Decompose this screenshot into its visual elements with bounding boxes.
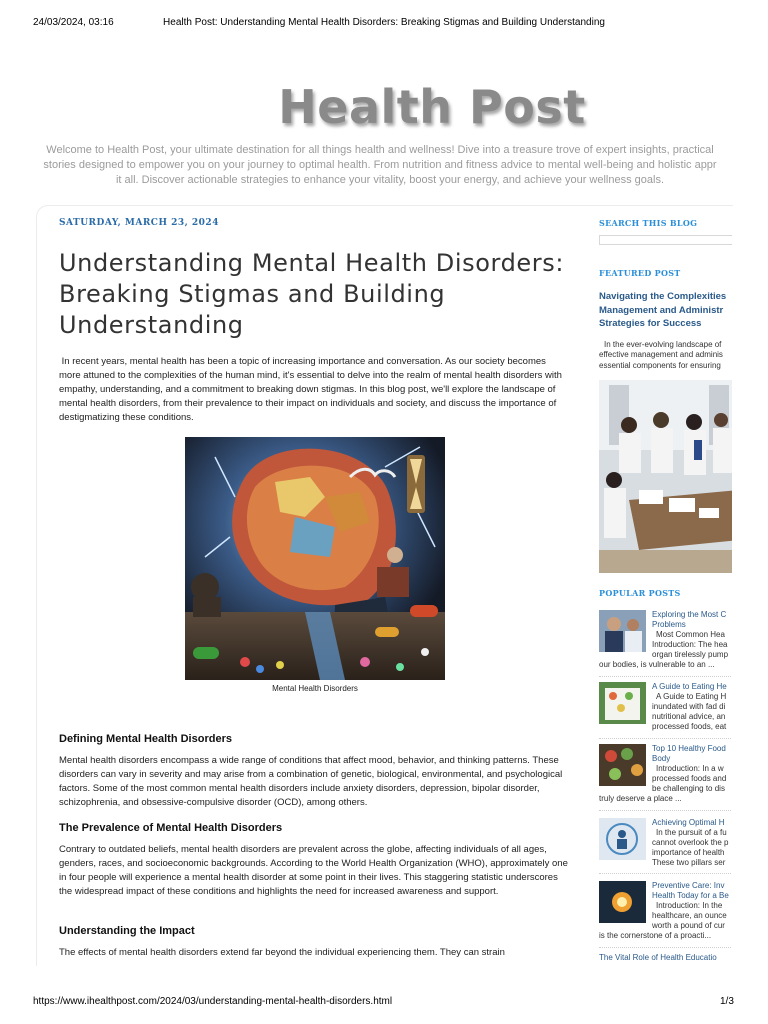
- popular-divider: [599, 873, 732, 874]
- popular-post-title[interactable]: [652, 881, 729, 901]
- popular-post-title[interactable]: [599, 953, 717, 963]
- post-title[interactable]: Understanding Mental Health Disorders: Breaking Stigmas and Building Understanding: [59, 249, 565, 339]
- popular-divider: [599, 676, 732, 677]
- popular-snippet-line: processed foods and: [652, 774, 727, 783]
- print-header: [0, 0, 768, 40]
- popular-title-line[interactable]: Preventive Care: Inv: [652, 881, 725, 890]
- popular-snippet-line: A Guide to Eating H: [656, 692, 727, 701]
- popular-post[interactable]: [599, 610, 732, 668]
- popular-snippet-line: Introduction: In a w: [656, 764, 724, 773]
- popular-post[interactable]: [599, 881, 732, 939]
- popular-post-thumbnail[interactable]: [599, 682, 646, 724]
- popular-heading: POPULAR POSTS: [599, 588, 681, 598]
- popular-snippet-line: truly deserve a place ...: [599, 794, 682, 803]
- popular-post-thumbnail[interactable]: [599, 881, 646, 923]
- popular-title-line[interactable]: Top 10 Healthy Food: [652, 744, 726, 753]
- section-body: Contrary to outdated beliefs, mental health disorders are prevalent across the globe, affecting individuals of all ages, genders, races, and socioeconomic backgrounds. According to the World Health Organization (WHO), approximately one in four people will experience a mental health disorder at some point in their lives. This staggering statistic underscores the widespread impact of these conditions and highlights the need for increased awareness and support.: [59, 844, 568, 897]
- popular-post-thumbnail[interactable]: [599, 744, 646, 786]
- popular-snippet-line: our bodies, is vulnerable to an ...: [599, 660, 715, 669]
- popular-snippet-line: These two pillars ser: [652, 858, 726, 867]
- post-intro: [59, 355, 569, 425]
- page-number: 1/3: [720, 996, 734, 1007]
- site-description-line: it all. Discover actionable strategies to enhance your vitality, boost your energy, and achieve your wellness goals.: [115, 174, 665, 186]
- popular-snippet-line: nutritional advice, an: [652, 712, 726, 721]
- popular-snippet-line: be challenging to dis: [652, 784, 725, 793]
- popular-title-line[interactable]: Body: [652, 754, 671, 763]
- section-heading: Understanding the Impact: [59, 925, 195, 937]
- featured-post-image[interactable]: [599, 380, 732, 573]
- popular-snippet-line: importance of health: [652, 848, 725, 857]
- featured-snippet-line: essential components for ensuring: [599, 360, 721, 370]
- popular-title-line[interactable]: Achieving Optimal H: [652, 818, 725, 827]
- image-caption: Mental Health Disorders: [272, 684, 358, 693]
- popular-divider: [599, 738, 732, 739]
- search-heading: SEARCH THIS BLOG: [599, 218, 698, 228]
- popular-post[interactable]: [599, 818, 732, 876]
- popular-post-title[interactable]: [652, 818, 724, 828]
- popular-snippet-line: Introduction: In the: [656, 901, 723, 910]
- site-title[interactable]: Health Post: [278, 80, 586, 134]
- post-figure: [185, 437, 445, 693]
- popular-snippet-line: Most Common Hea: [656, 630, 725, 639]
- popular-title-line[interactable]: The Vital Role of Health Educatio: [599, 953, 717, 962]
- popular-snippet-line: cannot overlook the p: [652, 838, 729, 847]
- site-description: [30, 143, 730, 188]
- featured-snippet: [599, 340, 732, 372]
- popular-post-thumbnail[interactable]: [599, 610, 646, 652]
- featured-title-line[interactable]: Strategies for Success: [599, 318, 702, 329]
- popular-snippet-line: processed foods, eat: [652, 722, 727, 731]
- section-body: The effects of mental health disorders extend far beyond the individual experiencing them. They can strain: [59, 947, 505, 958]
- popular-snippet-line: organ tirelessly pump: [652, 650, 729, 659]
- popular-title-line[interactable]: Problems: [652, 620, 686, 629]
- popular-snippet-line: Introduction: The hea: [652, 640, 728, 649]
- popular-title-line[interactable]: Health Today for a Be: [652, 891, 729, 900]
- popular-divider: [599, 947, 732, 948]
- popular-divider: [599, 810, 732, 811]
- popular-post-title[interactable]: [652, 610, 726, 630]
- sidebar: [599, 218, 732, 963]
- site-description-line: stories designed to empower you on your journey to optimal health. From nutrition and fitness advice to mental well-being and holistic appr: [43, 159, 717, 171]
- post-intro-text: In recent years, mental health has been a topic of increasing importance and conversation. As our society becomes more attuned to the complexities of the human mind, it's essential to delve into the realm of mental health disorders with empathy, understanding, and a commitment to breaking down stigmas. In this blog post, we'll explore the landscape of mental health disorders, from their prevalence to their impact on individuals and society, and discuss the importance of destigmatizing these conditions.: [59, 356, 562, 423]
- mental-health-illustration[interactable]: [185, 437, 445, 680]
- featured-heading: FEATURED POST: [599, 268, 681, 278]
- site-description-line: Welcome to Health Post, your ultimate destination for all things health and wellness! Dive into a treasure trove of expert insights, practical: [46, 144, 714, 156]
- popular-post[interactable]: [599, 953, 732, 963]
- featured-title-line[interactable]: Navigating the Complexities: [599, 291, 727, 302]
- popular-snippet-line: In the pursuit of a fu: [656, 828, 727, 837]
- featured-post-title[interactable]: [599, 290, 732, 331]
- popular-snippet-line: healthcare, an ounce: [652, 911, 727, 920]
- section-heading: The Prevalence of Mental Health Disorders: [59, 822, 283, 834]
- popular-snippet-line: is the cornerstone of a proacti...: [599, 931, 712, 940]
- featured-snippet-line: effective management and adminis: [599, 350, 723, 359]
- popular-post[interactable]: [599, 744, 732, 802]
- popular-post[interactable]: [599, 682, 732, 740]
- post-column: [59, 218, 569, 693]
- print-page-title: Health Post: Understanding Mental Health Disorders: Breaking Stigmas and Building Understanding: [163, 17, 605, 28]
- section-heading: Defining Mental Health Disorders: [59, 733, 232, 745]
- featured-title-line[interactable]: Management and Administr: [599, 304, 724, 316]
- search-input[interactable]: [599, 235, 732, 245]
- section-body: Mental health disorders encompass a wide range of conditions that affect mood, behavior, and thinking patterns. These disorders can vary in severity and may arise from a combination of genetic, biological, environmental, and psychological factors. Some of the most common mental health disorders include anxiety disorders, depression, bipolar disorder, schizophrenia, and obsessive-compulsive disorder (OCD), among others.: [59, 755, 563, 808]
- popular-snippet-line: worth a pound of cur: [652, 921, 725, 930]
- featured-snippet-line: In the ever-evolving landscape of: [604, 339, 722, 349]
- post-date: SATURDAY, MARCH 23, 2024: [59, 218, 219, 228]
- page-url: https://www.ihealthpost.com/2024/03/understanding-mental-health-disorders.html: [33, 996, 393, 1007]
- popular-title-line[interactable]: Exploring the Most C: [652, 610, 727, 619]
- popular-post-title[interactable]: [652, 744, 726, 764]
- print-datetime: 24/03/2024, 03:16: [33, 17, 114, 28]
- popular-title-line[interactable]: A Guide to Eating He: [652, 682, 727, 691]
- popular-post-thumbnail[interactable]: [599, 818, 646, 860]
- popular-post-title[interactable]: [652, 682, 727, 692]
- popular-snippet-line: inundated with fad di: [652, 702, 726, 711]
